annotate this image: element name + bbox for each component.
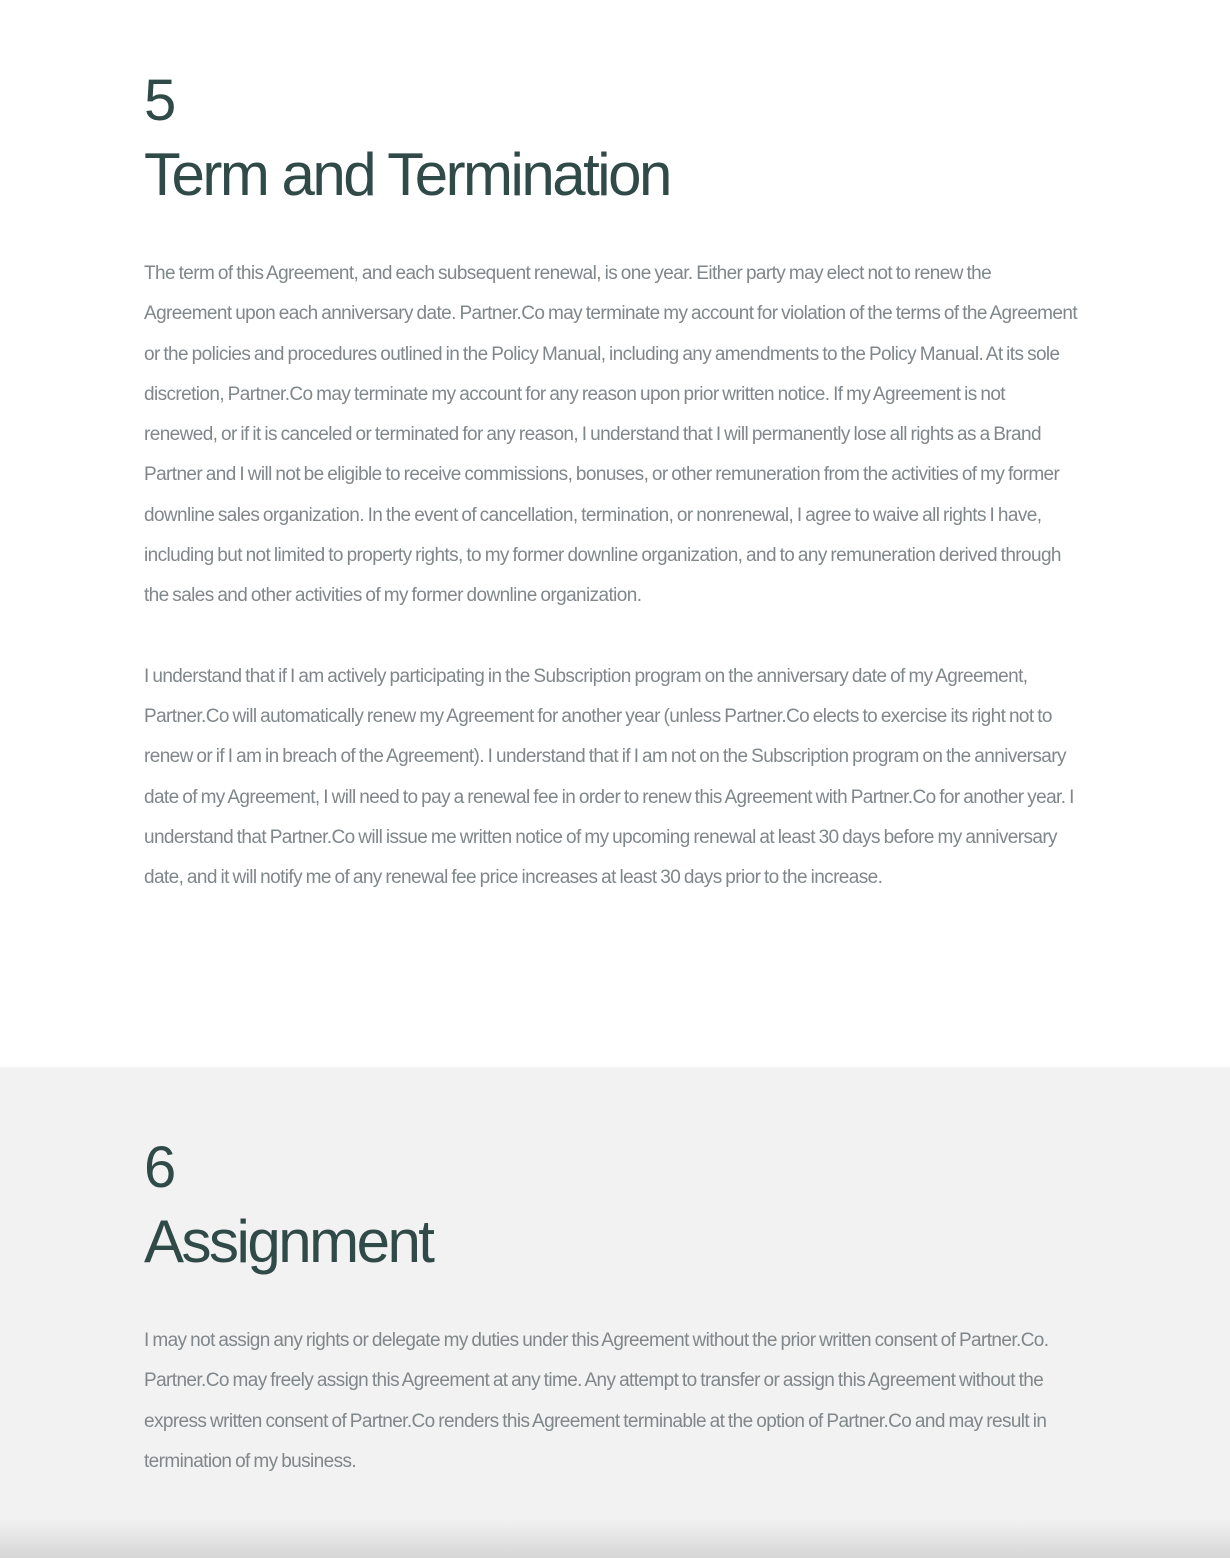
section-title: Term and Termination	[144, 141, 670, 208]
section-number: 6	[144, 1135, 176, 1200]
section-paragraph: I understand that if I am actively participating in the Subscription program on the anniversary date of my Agreement, Partner.Co will automatically renew my Agreement for another year (unless Partner.Co elects to exercise its right not to renew or if I am in breach of the Agreement). I understand that if I am not on the Subscription program on the anniversary date of my Agreement, I will need to pay a renewal fee in order to renew this Agreement with Partner.Co for another year. I understand that Partner.Co will issue me written notice of my upcoming renewal at least 30 days before my anniversary date, and it will notify me of any renewal fee price increases at least 30 days prior to the increase.	[144, 665, 1074, 889]
section-title: Assignment	[144, 1208, 433, 1275]
section-paragraph: I may not assign any rights or delegate my duties under this Agreement without the prior written consent of Partner.Co. Partner.Co may freely assign this Agreement at any time. Any attempt to transfer or assign this Agreement without the express written consent of Partner.Co renders this Agreement terminable at the option of Partner.Co and may result in termination of my business.	[144, 1330, 1049, 1472]
section-number: 5	[144, 68, 176, 133]
section-paragraph: The term of this Agreement, and each subsequent renewal, is one year. Either party may elect not to renew the Agreement upon each anniversary date. Partner.Co may terminate my account for violation of the terms of the Agreement or the policies and procedures outlined in the Policy Manual, including any amendments to the Policy Manual. At its sole discretion, Partner.Co may terminate my account for any reason upon prior written notice. If my Agreement is not renewed, or if it is canceled or terminated for any reason, I understand that I will permanently lose all rights as a Brand Partner and I will not be eligible to receive commissions, bonuses, or other remuneration from the activities of my former downline sales organization. In the event of cancellation, termination, or nonrenewal, I agree to waive all rights I have, including but not limited to property rights, to my former downline organization, and to any remuneration derived through the sales and other activities of my former downline organization.	[144, 263, 1078, 607]
section-assignment	[0, 1067, 1230, 1558]
